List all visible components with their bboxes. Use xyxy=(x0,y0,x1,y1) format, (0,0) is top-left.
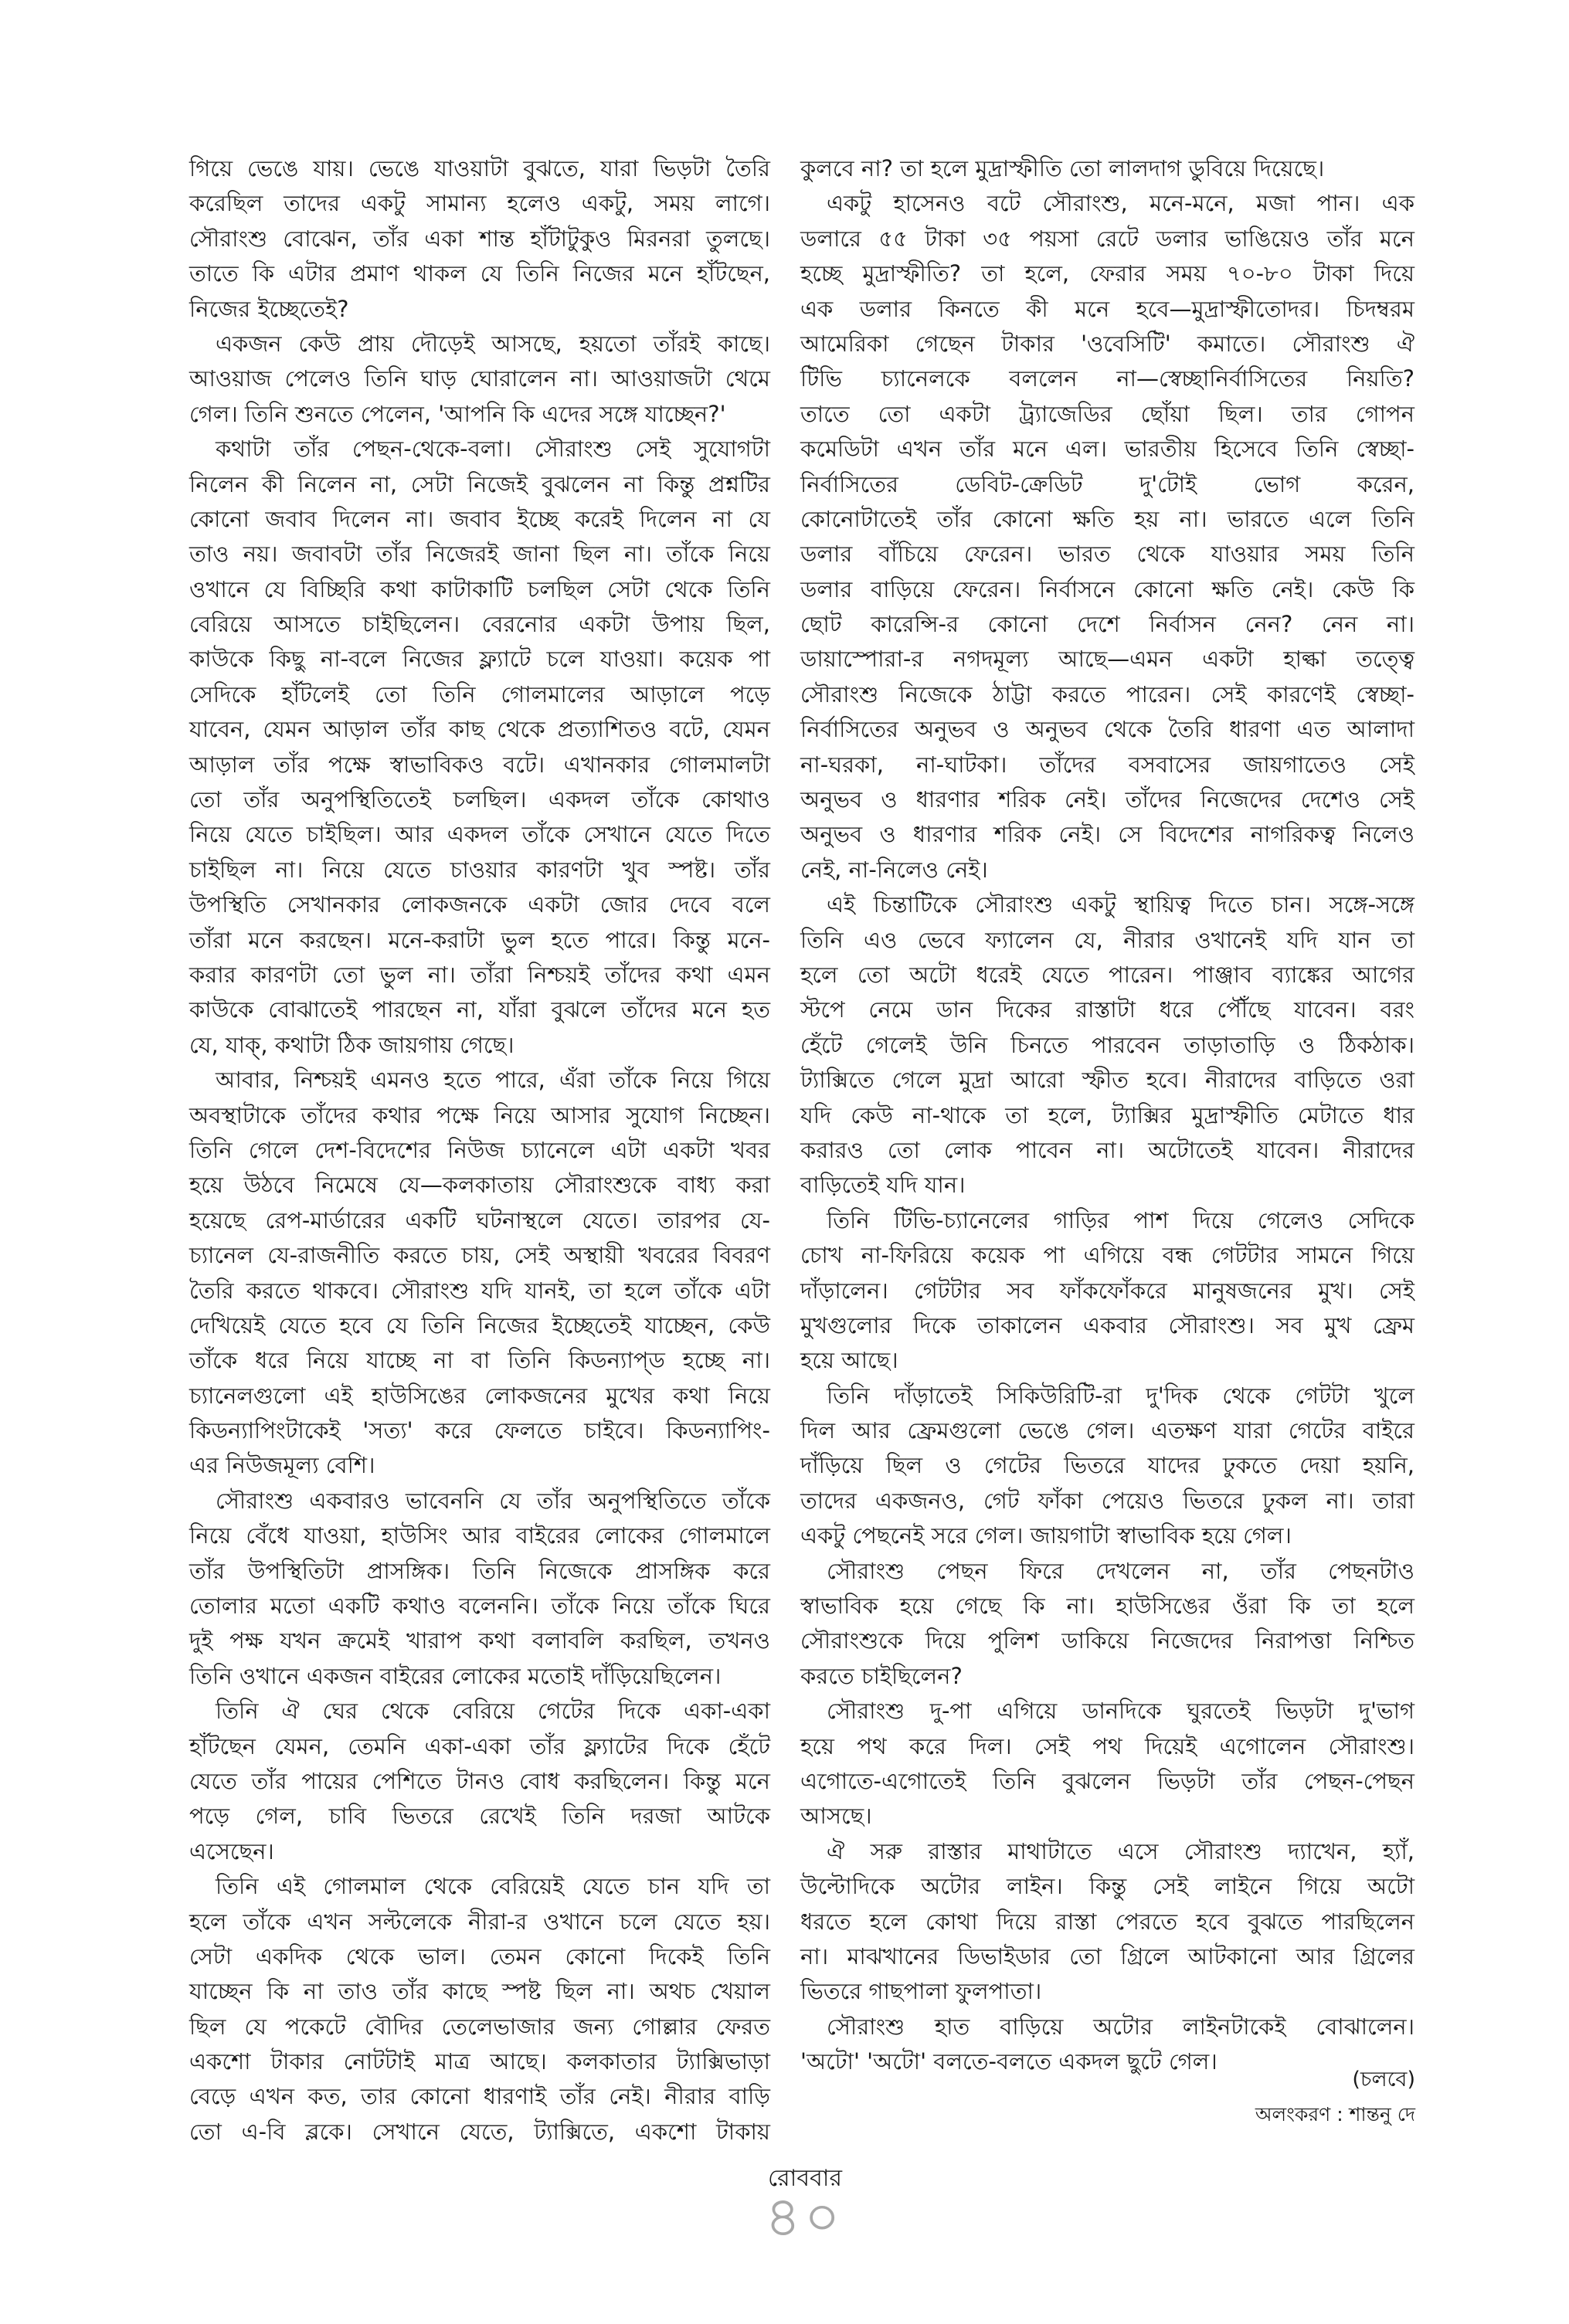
text-line: ধরতে হলে কোথা দিয়ে রাস্তা পেরতে হবে বুঝতে পারছিলেন xyxy=(800,1908,1414,1935)
text-line: উল্টোদিকে অটোর লাইন। কিন্তু সেই লাইনে গিয়ে অটো xyxy=(800,1873,1414,1900)
text-line: 'অটো' 'অটো' বলতে-বলতে একদল ছুটে গেল। xyxy=(800,2048,1218,2075)
text-line: করেছিল তাদের একটু সামান্য হলেও একটু, সময় লাগে। xyxy=(189,190,770,217)
text-line: ওখানে যে বিচ্ছিরি কথা কাটাকাটি চলছিল সেটা থেকে তিনি xyxy=(189,575,770,602)
text-line: ছোট কারেন্সি-র কোনো দেশে নির্বাসন নেন? নেন না। xyxy=(800,611,1414,638)
paragraph xyxy=(800,1694,1414,1834)
text-line: একটু হাসেনও বটে সৌরাংশু, মনে-মনে, মজা পান। এক xyxy=(827,190,1414,217)
text-line: তো তাঁর অনুপস্থিতিতেই চলছিল। একদল তাঁকে কোথাও xyxy=(189,786,770,813)
text-line: ডায়াস্পোরা-র নগদমূল্য আছে—এমন একটা হাল্কা তত্ত্বে xyxy=(800,646,1414,673)
text-line: সৌরাংশু নিজেকে ঠাট্টা করতে পারেন। সেই কারণেই স্বেচ্ছা- xyxy=(800,680,1414,707)
text-line: আবার, নিশ্চয়ই এমনও হতে পারে, এঁরা তাঁকে নিয়ে গিয়ে xyxy=(216,1067,770,1094)
text-line: চোখ না-ফিরিয়ে কয়েক পা এগিয়ে বন্ধ গেটটার সামনে গিয়ে xyxy=(800,1242,1414,1269)
paragraph xyxy=(189,432,770,1063)
text-line: দাঁড়িয়ে ছিল ও গেটের ভিতরে যাদের ঢুকতে দেয়া হয়নি, xyxy=(800,1452,1414,1479)
text-line: যেতে তাঁর পায়ের পেশিতে টানও বোধ করছিলেন। কিন্তু মনে xyxy=(189,1767,770,1794)
text-line: না। মাঝখানের ডিভাইডার তো গ্রিলে আটকানো আর গ্রিলের xyxy=(800,1942,1414,1969)
text-line: ছিল যে পকেটে বৌদির তেলেভাজার জন্য গোল্লার ফেরত xyxy=(189,2013,770,2040)
text-line: মুখগুলোর দিকে তাকালেন একবার সৌরাংশু। সব মুখ ফ্রেম xyxy=(800,1311,1414,1338)
text-line: এক ডলার কিনতে কী মনে হবে—মুদ্রাস্ফীতোদর। চিদম্বরম xyxy=(800,295,1414,322)
text-line: সেদিকে হাঁটলেই তো তিনি গোলমালের আড়ালে পড়ে xyxy=(189,680,770,707)
text-line: নিয়ে যেতে চাইছিল। আর একদল তাঁকে সেখানে যেতে দিতে xyxy=(189,821,770,848)
text-line: হয়ে পথ করে দিল। সেই পথ দিয়েই এগোলেন সৌরাংশু। xyxy=(800,1732,1414,1759)
text-line: দেখিয়েই যেতে হবে যে তিনি নিজের ইচ্ছেতেই যাচ্ছেন, কেউ xyxy=(189,1311,770,1338)
paragraph xyxy=(800,1379,1414,1554)
text-line: স্টপে নেমে ডান দিকের রাস্তাটা ধরে পৌঁছে যাবেন। বরং xyxy=(800,996,1414,1023)
text-line: ডলারে ৫৫ টাকা ৩৫ পয়সা রেটে ডলার ভাঙিয়েও তাঁর মনে xyxy=(800,225,1414,252)
paragraph xyxy=(189,1694,770,1869)
text-line: দিল আর ফ্রেমগুলো ভেঙে গেল। এতক্ষণ যারা গেটের বাইরে xyxy=(800,1417,1414,1444)
text-line: তাও নয়। জবাবটা তাঁর নিজেরই জানা ছিল না। তাঁকে নিয়ে xyxy=(189,541,770,568)
text-line: করারও তো লোক পাবেন না। অটোতেই যাবেন। নীরাদের xyxy=(800,1136,1414,1163)
text-line: হলে তাঁকে এখন সল্টলেকে নীরা-র ওখানে চলে যেতে হয়। xyxy=(189,1908,770,1935)
text-line: তিনি ওখানে একজন বাইরের লোকের মতোই দাঁড়িয়েছিলেন। xyxy=(189,1662,722,1689)
text-line: সেটা একদিক থেকে ভাল। তেমন কোনো দিকেই তিনি xyxy=(189,1942,770,1969)
text-line: দাঁড়ালেন। গেটটার সব ফাঁকফোঁকরে মানুষজনের মুখ। সেই xyxy=(800,1277,1414,1304)
paragraph xyxy=(800,151,1414,186)
text-line: একজন কেউ প্রায় দৌড়েই আসছে, হয়তো তাঁরই কাছে। xyxy=(216,330,770,357)
continued-label: (চলবে) xyxy=(1352,2068,1415,2092)
text-line: সৌরাংশু বোঝেন, তাঁর একা শান্ত হাঁটাটুকুও মিরনরা তুলছে। xyxy=(189,225,770,252)
text-line: কোনো জবাব দিলেন না। জবাব ইচ্ছে করেই দিলেন না যে xyxy=(189,505,770,532)
paragraph xyxy=(189,151,770,327)
text-line: নিলেন কী নিলেন না, সেটা নিজেই বুঝলেন না কিন্তু প্রশ্নটির xyxy=(189,470,770,497)
text-line: চ্যানেল যে-রাজনীতি করতে চায়, সেই অস্থায়ী খবরের বিবরণ xyxy=(189,1242,770,1269)
text-line: হচ্ছে মুদ্রাস্ফীতি? তা হলে, ফেরার সময় ৭০-৮০ টাকা দিয়ে xyxy=(800,260,1414,287)
paragraph xyxy=(800,186,1414,887)
text-line: ডলার বাড়িয়ে ফেরেন। নির্বাসনে কোনো ক্ষতি নেই। কেউ কি xyxy=(800,575,1414,602)
text-line: যাচ্ছেন কি না তাও তাঁর কাছে স্পষ্ট ছিল না। অথচ খেয়াল xyxy=(189,1978,770,2005)
text-line: কিডন্যাপিংটাকেই 'সত্য' করে ফেলতে চাইবে। কিডন্যাপিং- xyxy=(189,1417,770,1444)
text-line: টিভি চ্যানেলকে বললেন না—স্বেচ্ছানির্বাসিতের নিয়তি? xyxy=(800,365,1414,392)
text-line: যদি কেউ না-থাকে তা হলে, ট্যাক্সির মুদ্রাস্ফীতি মেটাতে ধার xyxy=(800,1101,1414,1128)
text-line: এর নিউজমূল্য বেশি। xyxy=(189,1452,375,1479)
text-line: এই চিন্তাটিকে সৌরাংশু একটু স্থায়িত্ব দিতে চান। সঙ্গে-সঙ্গে xyxy=(827,891,1414,918)
paragraph xyxy=(800,1554,1414,1695)
left-text-column xyxy=(189,151,770,2149)
text-line: নেই, না-নিলেও নেই। xyxy=(800,856,988,883)
text-line: হাঁটছেন যেমন, তেমনি একা-একা তাঁর ফ্ল্যাটের দিকে হেঁটে xyxy=(189,1732,770,1759)
paragraph xyxy=(189,1484,770,1694)
text-line: ট্যাক্সিতে গেলে মুদ্রা আরো স্ফীত হবে। নীরাদের বাড়িতে ওরা xyxy=(800,1067,1414,1094)
text-line: না-ঘরকা, না-ঘাটকা। তাঁদের বসবাসের জায়গাতেও সেই xyxy=(800,751,1414,778)
text-line: ভিতরে গাছপালা ফুলপাতা। xyxy=(800,1978,1042,2005)
paragraph xyxy=(189,1063,770,1484)
text-line: করতে চাইছিলেন? xyxy=(800,1662,963,1689)
page-number: ৪০ xyxy=(765,2184,844,2249)
text-line: তাঁকে ধরে নিয়ে যাচ্ছে না বা তিনি কিডন্যাপ্‌ড হচ্ছে না। xyxy=(189,1347,770,1374)
text-line: কথাটা তাঁর পেছন-থেকে-বলা। সৌরাংশু সেই সুযোগটা xyxy=(216,436,770,463)
text-line: তাতে তো একটা ট্র্যাজেডির ছোঁয়া ছিল। তার গোপন xyxy=(800,400,1414,427)
text-line: তোলার মতো একটি কথাও বলেননি। তাঁকে নিয়ে তাঁকে ঘিরে xyxy=(189,1593,770,1620)
text-line: এগোতে-এগোতেই তিনি বুঝলেন ভিড়টা তাঁর পেছন-পেছন xyxy=(800,1767,1414,1794)
text-line: হয়েছে রেপ-মার্ডারের একটি ঘটনাস্থলে যেতে। তারপর যে- xyxy=(189,1206,770,1233)
text-line: আসছে। xyxy=(800,1803,872,1830)
text-line: সৌরাংশু হাত বাড়িয়ে অটোর লাইনটাকেই বোঝালেন। xyxy=(827,2013,1414,2040)
text-line: এসেছেন। xyxy=(189,1837,274,1864)
text-line: তাঁরা মনে করছেন। মনে-করাটা ভুল হতে পারে। কিন্তু মনে- xyxy=(189,926,770,953)
text-line: কুলবে না? তা হলে মুদ্রাস্ফীতি তো লালদাগ ডুবিয়ে দিয়েছে। xyxy=(800,155,1325,182)
text-line: তিনি টিভি-চ্যানেলের গাড়ির পাশ দিয়ে গেলেও সেদিকে xyxy=(827,1206,1414,1233)
text-line: অনুভব ও ধারণার শরিক নেই। সে বিদেশের নাগরিকত্ব নিলেও xyxy=(800,821,1414,848)
text-line: হয়ে আছে। xyxy=(800,1347,898,1374)
text-line: সৌরাংশুকে দিয়ে পুলিশ ডাকিয়ে নিজেদের নিরাপত্তা নিশ্চিত xyxy=(800,1627,1414,1654)
text-line: আড়াল তাঁর পক্ষে স্বাভাবিকও বটে। এখানকার গোলমালটা xyxy=(189,751,770,778)
text-line: তৈরি করতে থাকবে। সৌরাংশু যদি যানই, তা হলে তাঁকে এটা xyxy=(189,1277,770,1304)
text-line: একশো টাকার নোটটাই মাত্র আছে। কলকাতার ট্যাক্সিভাড়া xyxy=(189,2048,770,2075)
text-line: হয়ে উঠবে নিমেষে যে—কলকাতায় সৌরাংশুকে বাধ্য করা xyxy=(189,1172,770,1199)
paragraph xyxy=(800,1203,1414,1379)
text-line: তিনি গেলে দেশ-বিদেশের নিউজ চ্যানেলে এটা একটা খবর xyxy=(189,1136,770,1163)
text-line: নির্বাসিতের অনুভব ও অনুভব থেকে তৈরি ধারণা এত আলাদা xyxy=(800,716,1414,743)
text-line: তিনি দাঁড়াতেই সিকিউরিটি-রা দু'দিক থেকে গেটটা খুলে xyxy=(827,1382,1414,1409)
text-line: যে, যাক্, কথাটা ঠিক জায়গায় গেছে। xyxy=(189,1031,515,1058)
text-line: আমেরিকা গেছেন টাকার 'ওবেসিটি' কমাতে। সৌরাংশু ঐ xyxy=(800,330,1414,357)
text-line: তাঁর উপস্থিতিটা প্রাসঙ্গিক। তিনি নিজেকে প্রাসঙ্গিক করে xyxy=(189,1557,770,1584)
text-line: তিনি এই গোলমাল থেকে বেরিয়েই যেতে চান যদি তা xyxy=(216,1873,770,1900)
text-line: পড়ে গেল, চাবি ভিতরে রেখেই তিনি দরজা আটকে xyxy=(189,1803,770,1830)
text-line: অবস্থাটাকে তাঁদের কথার পক্ষে নিয়ে আসার সুযোগ নিচ্ছেন। xyxy=(189,1101,770,1128)
text-line: গিয়ে ভেঙে যায়। ভেঙে যাওয়াটা বুঝতে, যারা ভিড়টা তৈরি xyxy=(189,155,770,182)
text-line: সৌরাংশু একবারও ভাবেননি যে তাঁর অনুপস্থিতিতে তাঁকে xyxy=(216,1487,770,1514)
paragraph xyxy=(800,2010,1414,2080)
text-line: ডলার বাঁচিয়ে ফেরেন। ভারত থেকে যাওয়ার সময় তিনি xyxy=(800,541,1414,568)
text-line: সৌরাংশু দু-পা এগিয়ে ডানদিকে ঘুরতেই ভিড়টা দু'ভাগ xyxy=(827,1698,1414,1725)
text-line: আওয়াজ পেলেও তিনি ঘাড় ঘোরালেন না। আওয়াজটা থেমে xyxy=(189,365,770,392)
text-line: উপস্থিতি সেখানকার লোকজনকে একটা জোর দেবে বলে xyxy=(189,891,770,918)
text-line: স্বাভাবিক হয়ে গেছে কি না। হাউসিঙের ওঁরা কি তা হলে xyxy=(800,1593,1414,1620)
text-line: বেরিয়ে আসতে চাইছিলেন। বেরনোর একটা উপায় ছিল, xyxy=(189,611,770,638)
text-line: কোনোটাতেই তাঁর কোনো ক্ষতি হয় না। ভারতে এলে তিনি xyxy=(800,505,1414,532)
paragraph xyxy=(800,1834,1414,2010)
text-line: বেড়ে এখন কত, তার কোনো ধারণাই তাঁর নেই। নীরার বাড়ি xyxy=(189,2083,770,2110)
paragraph xyxy=(189,327,770,432)
paragraph xyxy=(800,887,1414,1203)
text-line: নিজের ইচ্ছেতেই? xyxy=(189,295,349,322)
text-line: দুই পক্ষ যখন ক্রমেই খারাপ কথা বলাবলি করছিল, তখনও xyxy=(189,1627,770,1654)
text-line: কমেডিটা এখন তাঁর মনে এল। ভারতীয় হিসেবে তিনি স্বেচ্ছা- xyxy=(800,436,1414,463)
text-line: কাউকে কিছু না-বলে নিজের ফ্ল্যাটে চলে যাওয়া। কয়েক পা xyxy=(189,646,770,673)
right-text-column xyxy=(800,151,1414,2079)
text-line: হলে তো অটো ধরেই যেতে পারেন। পাঞ্জাব ব্যাঙ্কের আগের xyxy=(800,961,1414,988)
text-line: নিয়ে বেঁধে যাওয়া, হাউসিং আর বাইরের লোকের গোলমালে xyxy=(189,1522,770,1549)
text-line: ঐ সরু রাস্তার মাথাটাতে এসে সৌরাংশু দ্যাখেন, হ্যাঁ, xyxy=(827,1837,1414,1864)
text-line: যাবেন, যেমন আড়াল তাঁর কাছ থেকে প্রত্যাশিতও বটে, যেমন xyxy=(189,716,770,743)
text-line: চাইছিল না। নিয়ে যেতে চাওয়ার কারণটা খুব স্পষ্ট। তাঁর xyxy=(189,856,770,883)
magazine-name: রোববার xyxy=(768,2165,842,2192)
text-line: সৌরাংশু পেছন ফিরে দেখলেন না, তাঁর পেছনটাও xyxy=(827,1557,1414,1584)
text-line: অনুভব ও ধারণার শরিক নেই। তাঁদের নিজেদের দেশেও সেই xyxy=(800,786,1414,813)
text-line: চ্যানেলগুলো এই হাউসিঙের লোকজনের মুখের কথা নিয়ে xyxy=(189,1382,770,1409)
text-line: বাড়িতেই যদি যান। xyxy=(800,1172,966,1199)
text-line: তিনি এও ভেবে ফ্যালেন যে, নীরার ওখানেই যদি যান তা xyxy=(800,926,1414,953)
text-line: গেল। তিনি শুনতে পেলেন, 'আপনি কি এদের সঙ্গে যাচ্ছেন?' xyxy=(189,400,726,427)
text-line: তো এ-বি ব্লকে। সেখানে যেতে, ট্যাক্সিতে, একশো টাকায় xyxy=(189,2118,770,2145)
illustration-credit: অলংকরণ : শান্তনু দে xyxy=(1255,2103,1415,2126)
text-line: তাদের একজনও, গেট ফাঁকা পেয়েও ভিতরে ঢুকল না। তারা xyxy=(800,1487,1414,1514)
text-line: হেঁটে গেলেই উনি চিনতে পারবেন তাড়াতাড়ি ও ঠিকঠাক। xyxy=(800,1031,1414,1058)
text-line: কাউকে বোঝাতেই পারছেন না, যাঁরা বুঝলে তাঁদের মনে হত xyxy=(189,996,770,1023)
text-line: তাতে কি এটার প্রমাণ থাকল যে তিনি নিজের মনে হাঁটছেন, xyxy=(189,260,770,287)
text-line: একটু পেছনেই সরে গেল। জায়গাটা স্বাভাবিক হয়ে গেল। xyxy=(800,1522,1292,1549)
paragraph xyxy=(189,1869,770,2149)
text-line: করার কারণটা তো ভুল না। তাঁরা নিশ্চয়ই তাঁদের কথা এমন xyxy=(189,961,770,988)
text-line: তিনি ঐ ঘের থেকে বেরিয়ে গেটের দিকে একা-একা xyxy=(216,1698,770,1725)
text-line: নির্বাসিতের ডেবিট-ক্রেডিট দু'টোই ভোগ করেন, xyxy=(800,470,1414,497)
